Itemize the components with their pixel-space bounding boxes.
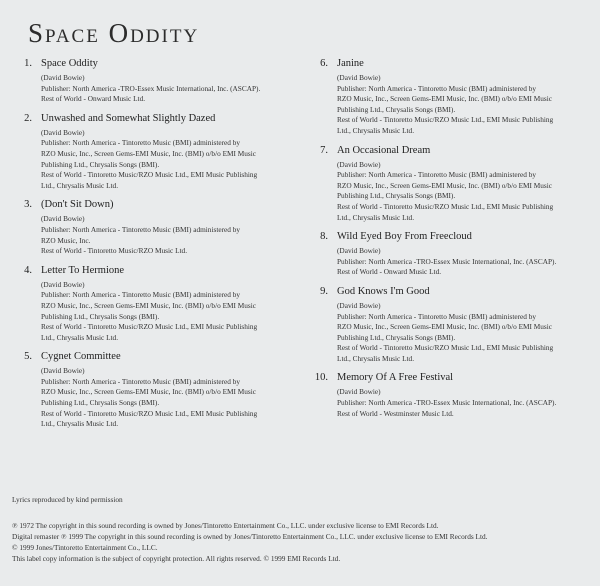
track-heading <box>308 370 588 386</box>
track-credits <box>41 366 292 430</box>
publisher-line: Rest of World - Tintoretto Music/RZO Music Ltd., EMI Music Publishing <box>41 170 258 180</box>
track-entry <box>12 349 292 430</box>
copyright-notice <box>12 520 592 564</box>
track-heading <box>308 229 588 245</box>
copyright-line: ℗ 1972 The copyright in this sound recording is owned by Jones/Tintoretto Entertainment Co., LLC. under exclusive license to EMI Records Ltd. <box>12 521 439 530</box>
publisher-line: RZO Music, Inc., Screen Gems-EMI Music, Inc. (BMI) o/b/o EMI Music <box>337 94 553 104</box>
publisher-line: Publishing Ltd., Chrysalis Songs (BMI). <box>337 191 456 201</box>
track-title: (Don't Sit Down) <box>41 199 114 211</box>
publisher-line: Publishing Ltd., Chrysalis Songs (BMI). <box>41 159 160 169</box>
track-title: An Occasional Dream <box>337 144 431 156</box>
album-title: Space Oddity <box>28 18 200 48</box>
track-title: Space Oddity <box>41 58 98 69</box>
track-author: (David Bowie) <box>41 73 85 82</box>
publisher-line: Ltd., Chrysalis Music Ltd. <box>337 125 415 135</box>
publisher-line: Rest of World - Tintoretto Music/RZO Music Ltd., EMI Music Publishing <box>337 343 554 353</box>
track-title: Janine <box>337 58 364 69</box>
publisher-line: Ltd., Chrysalis Music Ltd. <box>337 212 415 222</box>
publisher-line: Publishing Ltd., Chrysalis Songs (BMI). <box>41 311 160 321</box>
publisher-line: Publisher: North America - Tintoretto Music (BMI) administered by <box>41 290 241 300</box>
publisher-line: RZO Music, Inc. <box>41 235 91 245</box>
track-heading <box>308 284 588 300</box>
track-heading <box>308 143 588 159</box>
publisher-line: Ltd., Chrysalis Music Ltd. <box>41 180 119 190</box>
track-title: Unwashed and Somewhat Slightly Dazed <box>41 112 216 124</box>
track-credits <box>41 73 292 105</box>
publisher-line: Ltd., Chrysalis Music Ltd. <box>337 353 415 363</box>
track-entry <box>308 229 588 278</box>
publisher-line: Publisher: North America -TRO-Essex Music International, Inc. (ASCAP). <box>41 83 261 93</box>
track-entry <box>308 370 588 419</box>
track-heading <box>12 263 292 279</box>
publisher-line: Rest of World - Onward Music Ltd. <box>337 267 442 277</box>
track-author: (David Bowie) <box>337 300 381 310</box>
publisher-line: Rest of World - Tintoretto Music/RZO Music Ltd., EMI Music Publishing <box>337 115 554 125</box>
track-author: (David Bowie) <box>41 279 85 289</box>
track-credits <box>41 214 292 256</box>
publisher-line: Publisher: North America - Tintoretto Music (BMI) administered by <box>41 138 241 148</box>
publisher-line: Rest of World - Tintoretto Music/RZO Music Ltd., EMI Music Publishing <box>41 408 258 418</box>
track-credits <box>41 280 292 344</box>
track-number: 7. <box>320 144 328 156</box>
publisher-line: Publishing Ltd., Chrysalis Songs (BMI). <box>41 398 160 408</box>
track-entry <box>12 263 292 344</box>
track-heading <box>12 56 292 72</box>
track-number: 9. <box>320 285 328 297</box>
publisher-line: RZO Music, Inc., Screen Gems-EMI Music, Inc. (BMI) o/b/o EMI Music <box>41 387 257 397</box>
track-author: (David Bowie) <box>337 73 381 82</box>
track-author: (David Bowie) <box>41 214 85 224</box>
copyright-line: © 1999 Jones/Tintoretto Entertainment Co., LLC. <box>12 543 158 552</box>
track-number: 5. <box>24 351 32 363</box>
track-heading <box>12 349 292 365</box>
publisher-line: Publisher: North America - Tintoretto Music (BMI) administered by <box>337 170 537 180</box>
track-credits <box>337 73 588 137</box>
track-entry <box>308 56 588 137</box>
track-author: (David Bowie) <box>337 159 381 169</box>
track-entry <box>12 56 292 105</box>
publisher-line: Publisher: North America - Tintoretto Music (BMI) administered by <box>337 311 537 321</box>
track-author: (David Bowie) <box>337 246 381 256</box>
track-credits <box>337 246 588 278</box>
publisher-line: RZO Music, Inc., Screen Gems-EMI Music, Inc. (BMI) o/b/o EMI Music <box>41 300 257 310</box>
track-column-left <box>12 56 292 436</box>
publisher-line: Ltd., Chrysalis Music Ltd. <box>41 419 119 429</box>
track-credits <box>337 160 588 224</box>
copyright-line: This label copy information is the subject of copyright protection. All rights reserved. © 1999 EMI Records Ltd. <box>12 554 341 563</box>
track-column-right <box>308 56 588 425</box>
publisher-line: Publisher: North America - Tintoretto Music (BMI) administered by <box>337 83 537 93</box>
publisher-line: Rest of World - Tintoretto Music/RZO Music Ltd., EMI Music Publishing <box>337 201 554 211</box>
track-author: (David Bowie) <box>337 387 381 397</box>
track-number: 2. <box>24 112 32 124</box>
track-number: 6. <box>320 58 328 69</box>
publisher-line: Publisher: North America -TRO-Essex Music International, Inc. (ASCAP). <box>337 256 557 266</box>
track-heading <box>12 111 292 127</box>
publisher-line: RZO Music, Inc., Screen Gems-EMI Music, Inc. (BMI) o/b/o EMI Music <box>337 180 553 190</box>
track-title: Wild Eyed Boy From Freecloud <box>337 231 472 243</box>
track-title: God Knows I'm Good <box>337 285 430 297</box>
publisher-line: Rest of World - Tintoretto Music/RZO Music Ltd. <box>41 246 188 256</box>
lyrics-permission-note: Lyrics reproduced by kind permission <box>12 495 123 504</box>
track-credits <box>41 128 292 192</box>
track-number: 8. <box>320 231 328 243</box>
publisher-line: Rest of World - Tintoretto Music/RZO Music Ltd., EMI Music Publishing <box>41 322 258 332</box>
track-author: (David Bowie) <box>41 127 85 137</box>
track-number: 1. <box>24 58 32 69</box>
track-entry <box>12 111 292 192</box>
track-number: 4. <box>24 264 32 276</box>
publisher-line: Publishing Ltd., Chrysalis Songs (BMI). <box>337 332 456 342</box>
track-credits <box>337 387 588 419</box>
publisher-line: Publisher: North America - Tintoretto Music (BMI) administered by <box>41 224 241 234</box>
publisher-line: Publisher: North America - Tintoretto Music (BMI) administered by <box>41 376 241 386</box>
track-author: (David Bowie) <box>41 366 85 376</box>
track-credits <box>337 301 588 365</box>
track-entry <box>308 143 588 224</box>
track-heading <box>308 56 588 72</box>
track-number: 10. <box>314 372 328 384</box>
publisher-line: Publisher: North America -TRO-Essex Music International, Inc. (ASCAP). <box>337 398 557 408</box>
track-title: Memory Of A Free Festival <box>337 372 454 384</box>
publisher-line: Rest of World - Westminster Music Ltd. <box>337 408 454 418</box>
publisher-line: RZO Music, Inc., Screen Gems-EMI Music, Inc. (BMI) o/b/o EMI Music <box>41 148 257 158</box>
publisher-line: Publishing Ltd., Chrysalis Songs (BMI). <box>337 104 456 114</box>
publisher-line: Ltd., Chrysalis Music Ltd. <box>41 332 119 342</box>
copyright-line: Digital remaster ℗ 1999 The copyright in this sound recording is owned by Jones/Tintoretto Entertainment Co., LLC. under exclusive license to EMI Records Ltd. <box>12 532 488 541</box>
track-title: Letter To Hermione <box>41 264 125 276</box>
publisher-line: Rest of World - Onward Music Ltd. <box>41 94 146 104</box>
track-heading <box>12 197 292 213</box>
track-number: 3. <box>24 199 32 211</box>
track-title: Cygnet Committee <box>41 351 121 363</box>
track-entry <box>308 284 588 365</box>
track-entry <box>12 197 292 256</box>
publisher-line: RZO Music, Inc., Screen Gems-EMI Music, Inc. (BMI) o/b/o EMI Music <box>337 322 553 332</box>
